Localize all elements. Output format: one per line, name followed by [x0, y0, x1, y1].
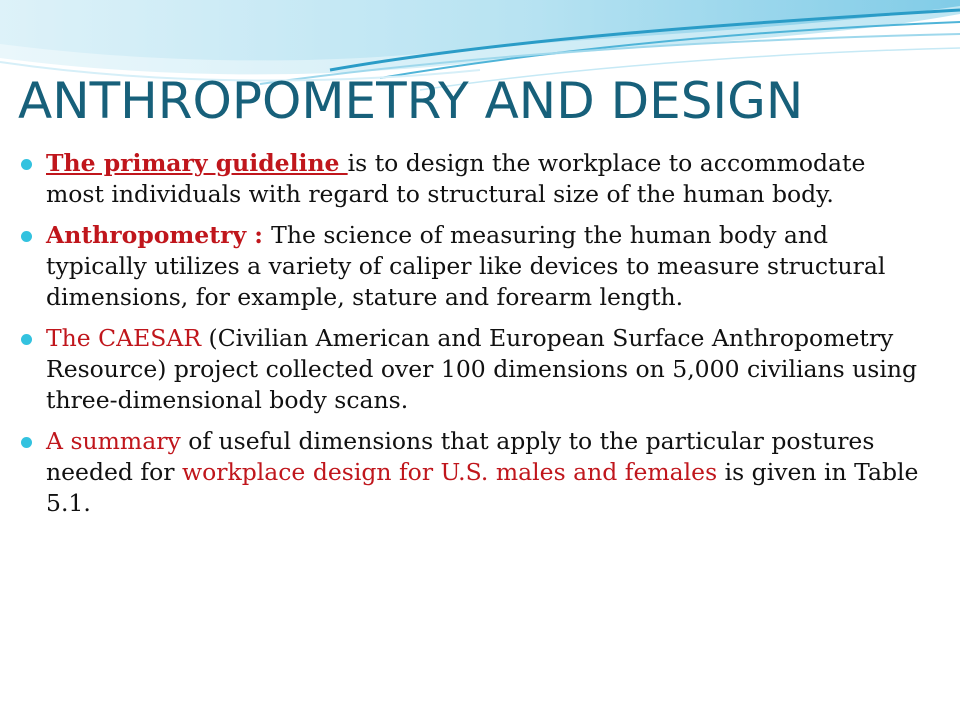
bullet-text: The science of measuring the human body and typically utilizes a variety of caliper like devices to measure structural dimensions, for example, stature and forearm length. [46, 221, 886, 311]
round-bullet-icon [21, 231, 32, 242]
round-bullet-icon [21, 334, 32, 345]
bullet-item [0, 426, 920, 519]
bullet-text: is to design the workplace to accommodate most individuals with regard to structural size of the human body. [46, 149, 866, 208]
caesar-term: The CAESAR [46, 324, 202, 352]
round-bullet-icon [21, 159, 32, 170]
bullet-item [0, 148, 920, 210]
bullet-text: of useful dimensions that apply to the particular postures needed for [46, 427, 875, 486]
bullet-text: (Civilian American and European Surface Anthropometry Resource) project collected over 100 dimensions on 5,000 civilians using three-dimensional body scans. [46, 324, 918, 414]
primary-guideline-term: The primary guideline [46, 149, 348, 177]
bullet-list [0, 148, 920, 529]
slide-title: ANTHROPOMETRY AND DESIGN [18, 72, 804, 130]
workplace-design-highlight: workplace design for U.S. males and females [181, 458, 718, 486]
round-bullet-icon [21, 437, 32, 448]
bullet-item [0, 220, 920, 313]
summary-term: A summary [46, 427, 181, 455]
bullet-item [0, 323, 920, 416]
anthropometry-term: Anthropometry : [46, 221, 272, 249]
bullet-text: is given in Table 5.1. [46, 458, 919, 517]
